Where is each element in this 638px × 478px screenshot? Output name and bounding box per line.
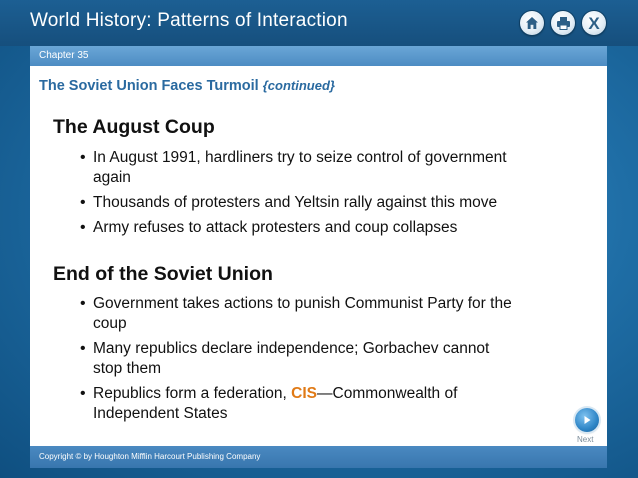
- next-button[interactable]: [575, 408, 599, 432]
- close-icon: X: [588, 13, 600, 33]
- slide-panel: [30, 46, 607, 448]
- slide-title-text: The Soviet Union Faces Turmoil: [39, 78, 259, 94]
- app-title: World History: Patterns of Interaction: [30, 10, 348, 31]
- list-item: [53, 384, 513, 424]
- chapter-label: Chapter 35: [39, 50, 89, 61]
- home-button[interactable]: [520, 11, 544, 35]
- section-heading-end-soviet-union: End of the Soviet Union: [53, 263, 273, 285]
- list-item: • Thousands of protesters and Yeltsin rally against this move: [53, 193, 513, 213]
- close-button[interactable]: [582, 11, 606, 35]
- printer-icon: [556, 16, 571, 30]
- list-item: • Government takes actions to punish Communist Party for the coup: [53, 294, 513, 334]
- bullet-list-august-coup: [53, 148, 513, 243]
- list-item: • Many republics declare independence; Gorbachev cannot stop them: [53, 339, 513, 379]
- footer-strip: [30, 446, 607, 468]
- list-item: • Army refuses to attack protesters and coup collapses: [53, 218, 513, 238]
- bullet-list-end-soviet-union: [53, 294, 513, 429]
- top-bar: [0, 0, 638, 46]
- slide-title-suffix: {continued}: [262, 78, 335, 93]
- copyright-text: Copyright © by Houghton Mifflin Harcourt Publishing Company: [39, 452, 261, 461]
- slide-title: [39, 78, 335, 94]
- section-heading-august-coup: The August Coup: [53, 116, 215, 138]
- bullet-text: —Commonwealth of Independent States: [93, 385, 458, 422]
- home-icon: [525, 16, 539, 30]
- print-button[interactable]: [551, 11, 575, 35]
- list-item: • In August 1991, hardliners try to seize control of government again: [53, 148, 513, 188]
- bullet-text: Republics form a federation,: [93, 385, 292, 402]
- chapter-strip: [30, 46, 607, 66]
- next-label: Next: [577, 435, 594, 444]
- cis-highlight: CIS: [291, 385, 317, 402]
- play-right-icon: [582, 415, 592, 425]
